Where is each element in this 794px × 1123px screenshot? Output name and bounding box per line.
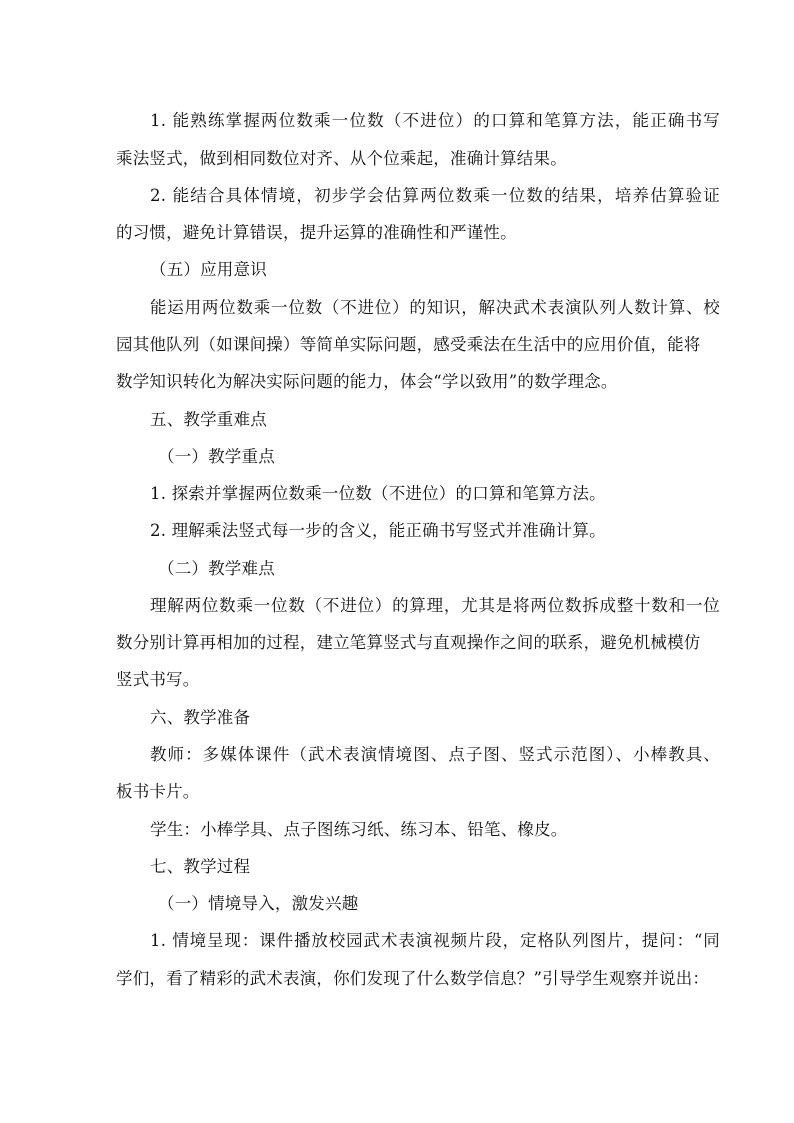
- subsection-heading: （二）教学难点: [158, 559, 275, 578]
- paragraph-line: 1. 情境呈现：课件播放校园武术表演视频片段，定格队列图片，提问：“同: [150, 931, 720, 950]
- paragraph-line: 理解两位数乘一位数（不进位）的算理，尤其是将两位数拆成整十数和一位: [150, 596, 720, 615]
- paragraph-line: 1. 探索并掌握两位数乘一位数（不进位）的口算和笔算方法。: [150, 484, 606, 503]
- section-heading: 六、教学准备: [150, 708, 251, 727]
- paragraph-line: 的习惯，避免计算错误，提升运算的准确性和严谨性。: [116, 223, 517, 242]
- paragraph-line: 2. 理解乘法竖式每一步的含义，能正确书写竖式并准确计算。: [150, 521, 606, 540]
- subsection-heading: （一）教学重点: [158, 447, 275, 466]
- paragraph-line: 2. 能结合具体情境，初步学会估算两位数乘一位数的结果，培养估算验证: [150, 186, 720, 205]
- paragraph-line: 竖式书写。: [116, 670, 200, 689]
- paragraph-line: 乘法竖式，做到相同数位对齐、从个位乘起，准确计算结果。: [116, 149, 567, 168]
- paragraph-line: 学们，看了精彩的武术表演，你们发现了什么数学信息？”引导学生观察并说出：: [116, 969, 710, 988]
- paragraph-line: 园其他队列（如课间操）等简单实际问题，感受乘法在生活中的应用价值，能将: [116, 335, 701, 354]
- paragraph-line: 能运用两位数乘一位数（不进位）的知识，解决武术表演队列人数计算、校: [150, 298, 720, 317]
- paragraph-line: 数分别计算再相加的过程，建立笔算竖式与直观操作之间的联系，避免机械模仿: [116, 633, 701, 652]
- paragraph-line: 学生：小棒学具、点子图练习纸、练习本、铅笔、橡皮。: [150, 820, 568, 839]
- paragraph-line: 板书卡片。: [116, 782, 200, 801]
- section-heading: 五、教学重难点: [150, 410, 267, 429]
- section-heading: （五）应用意识: [150, 260, 267, 279]
- section-heading: 七、教学过程: [150, 857, 251, 876]
- paragraph-line: 数学知识转化为解决实际问题的能力，体会“学以致用”的数学理念。: [116, 372, 618, 391]
- paragraph-line: 1. 能熟练掌握两位数乘一位数（不进位）的口算和笔算方法，能正确书写: [150, 111, 720, 130]
- paragraph-line: 教师：多媒体课件（武术表演情境图、点子图、竖式示范图）、小棒教具、: [150, 745, 720, 764]
- subsection-heading: （一）情境导入，激发兴趣: [158, 894, 359, 913]
